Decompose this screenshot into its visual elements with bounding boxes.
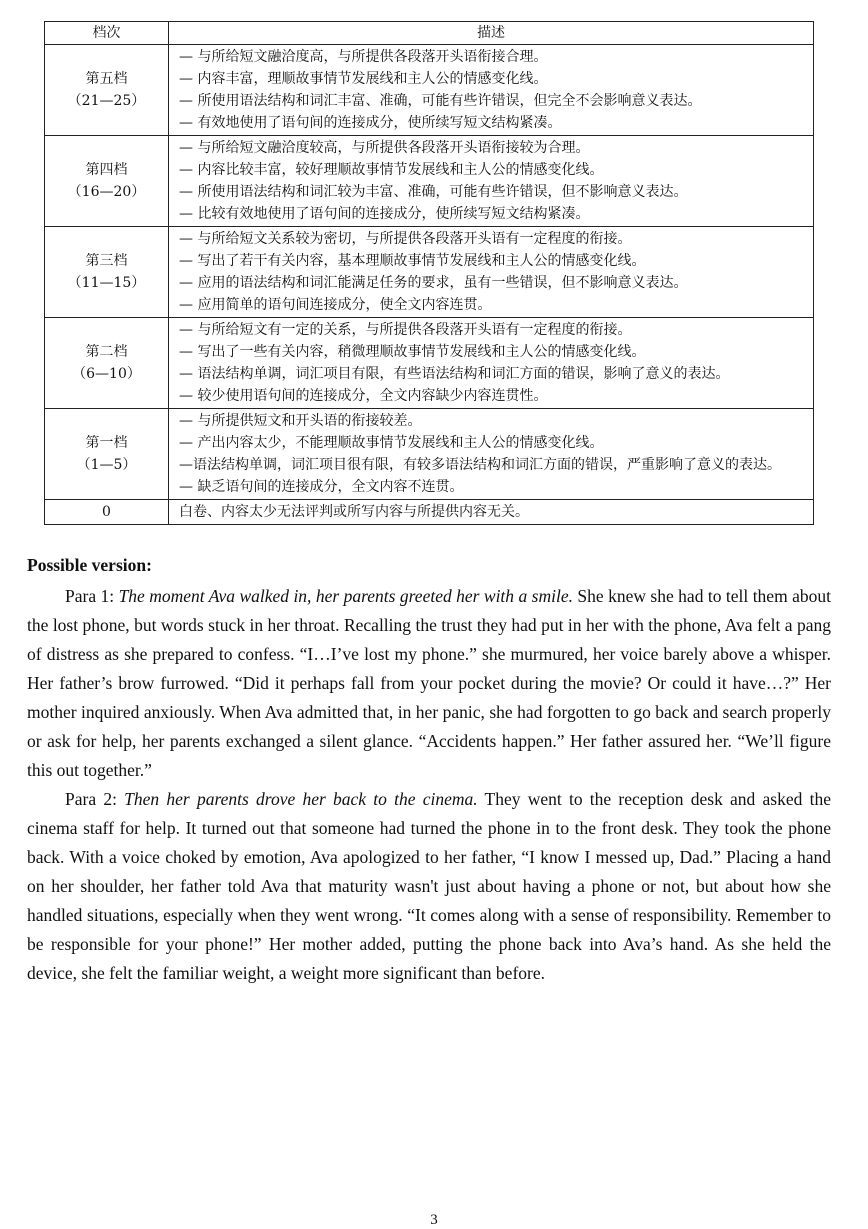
rubric-row-grade-0 — [45, 500, 814, 525]
description-cell: 白卷、内容太少无法评判或所写内容与所提供内容无关。 — [169, 500, 814, 525]
paragraph-label: Para 2: — [65, 789, 125, 809]
paragraph-opening: Then her parents drove her back to the cinema. — [124, 789, 478, 809]
grade-range: （6—10） — [72, 366, 141, 382]
grade-column-header: 档次 — [45, 22, 169, 45]
criterion-line: — 比较有效地使用了语句间的连接成分，使所续写短文结构紧凑。 — [179, 206, 590, 222]
paragraph-label: Para 1: — [65, 586, 119, 606]
criterion-line: — 与所给短文融洽度高，与所提供各段落开头语衔接合理。 — [179, 49, 548, 65]
criterion-line: — 写出了若干有关内容，基本理顺故事情节发展线和主人公的情感变化线。 — [179, 253, 646, 269]
grade-cell — [45, 227, 169, 318]
description-cell — [169, 409, 814, 500]
grade-name: 第五档 — [85, 71, 128, 87]
page-number: 3 — [430, 1212, 438, 1228]
criterion-line: — 较少使用语句间的连接成分，全文内容缺少内容连贯性。 — [179, 388, 548, 404]
paragraph-body: She knew she had to tell them about the lost phone, but words stuck in her throat. Recalling the trust they had put in her with the phone, Ava felt a pang of distress as she prepared to confess. “I…I’ve lost my phone.” she murmured, her voice barely above a whisper. Her father’s brow furrowed. “Did it perhaps fall from your pocket during the movie? Or could it have…?” Her mother inquired anxiously. When Ava admitted that, in her panic, she had forgotten to go back and search properly or ask for help, her parents exchanged a silent glance. “Accidents happen.” Her father assured her. “We’ll figure this out together.” — [27, 586, 831, 780]
grade-range: （1—5） — [76, 457, 137, 473]
grade-name: 第四档 — [85, 162, 128, 178]
description-column-header: 描述 — [169, 22, 814, 45]
paragraph-2 — [27, 785, 831, 988]
grade-cell — [45, 136, 169, 227]
paragraph-1 — [27, 582, 831, 785]
possible-version-section — [27, 551, 831, 988]
grade-cell — [45, 409, 169, 500]
grade-name: 第二档 — [85, 344, 128, 360]
paragraph-opening: The moment Ava walked in, her parents greeted her with a smile. — [118, 586, 573, 606]
description-cell — [169, 318, 814, 409]
grade-range: （16—20） — [67, 184, 146, 200]
rubric-row-grade-4 — [45, 136, 814, 227]
description-cell — [169, 136, 814, 227]
criterion-line: — 内容丰富，理顺故事情节发展线和主人公的情感变化线。 — [179, 71, 548, 87]
description-cell — [169, 227, 814, 318]
paragraph-body: They went to the reception desk and asked the cinema staff for help. It turned out that someone had turned the phone in to the front desk. They took the phone back. With a voice choked by emotion, Ava apologized to her father, “I know I messed up, Dad.” Placing a hand on her shoulder, her father told Ava that maturity wasn't just about having a phone or not, but about how she handled situations, especially when they went wrong. “It comes along with a sense of responsibility. Remember to be responsible for your phone!” Her mother added, putting the phone back into Ava’s hand. As she held the device, she felt the familiar weight, a weight more significant than before. — [27, 789, 831, 983]
criterion-line: — 与所给短文有一定的关系，与所提供各段落开头语有一定程度的衔接。 — [179, 322, 632, 338]
criterion-line: — 应用简单的语句间连接成分，使全文内容连贯。 — [179, 297, 492, 313]
grade-range: （21—25） — [67, 93, 146, 109]
rubric-row-grade-3 — [45, 227, 814, 318]
rubric-header-row — [45, 22, 814, 45]
criterion-line: — 内容比较丰富，较好理顺故事情节发展线和主人公的情感变化线。 — [179, 162, 604, 178]
grade-range: （11—15） — [67, 275, 146, 291]
grade-name: 第三档 — [85, 253, 128, 269]
grade-cell — [45, 318, 169, 409]
scoring-rubric-table — [44, 21, 814, 525]
rubric-row-grade-1 — [45, 409, 814, 500]
criterion-line: — 与所提供短文和开头语的衔接较差。 — [179, 413, 422, 429]
criterion-line: — 有效地使用了语句间的连接成分，使所续写短文结构紧凑。 — [179, 115, 562, 131]
grade-cell — [45, 45, 169, 136]
criterion-line: — 缺乏语句间的连接成分，全文内容不连贯。 — [179, 479, 464, 495]
grade-name: 第一档 — [85, 435, 128, 451]
section-heading: Possible version: — [27, 555, 152, 575]
criterion-line: —语法结构单调，词汇项目很有限，有较多语法结构和词汇方面的错误，严重影响了意义的表达。 — [179, 457, 781, 473]
criterion-line: — 所使用语法结构和词汇丰富、准确，可能有些许错误，但完全不会影响意义表达。 — [179, 93, 702, 109]
criterion-line: — 与所给短文关系较为密切，与所提供各段落开头语有一定程度的衔接。 — [179, 231, 632, 247]
criterion-line: — 写出了一些有关内容，稍微理顺故事情节发展线和主人公的情感变化线。 — [179, 344, 646, 360]
description-cell — [169, 45, 814, 136]
criterion-line: — 所使用语法结构和词汇较为丰富、准确，可能有些许错误，但不影响意义表达。 — [179, 184, 688, 200]
criterion-line: — 应用的语法结构和词汇能满足任务的要求，虽有一些错误，但不影响意义表达。 — [179, 275, 688, 291]
criterion-line: — 语法结构单调，词汇项目有限，有些语法结构和词汇方面的错误，影响了意义的表达。 — [179, 366, 730, 382]
criterion-line: — 产出内容太少，不能理顺故事情节发展线和主人公的情感变化线。 — [179, 435, 604, 451]
rubric-row-grade-5 — [45, 45, 814, 136]
rubric-row-grade-2 — [45, 318, 814, 409]
criterion-line: — 与所给短文融洽度较高，与所提供各段落开头语衔接较为合理。 — [179, 140, 590, 156]
grade-cell: 0 — [45, 500, 169, 525]
